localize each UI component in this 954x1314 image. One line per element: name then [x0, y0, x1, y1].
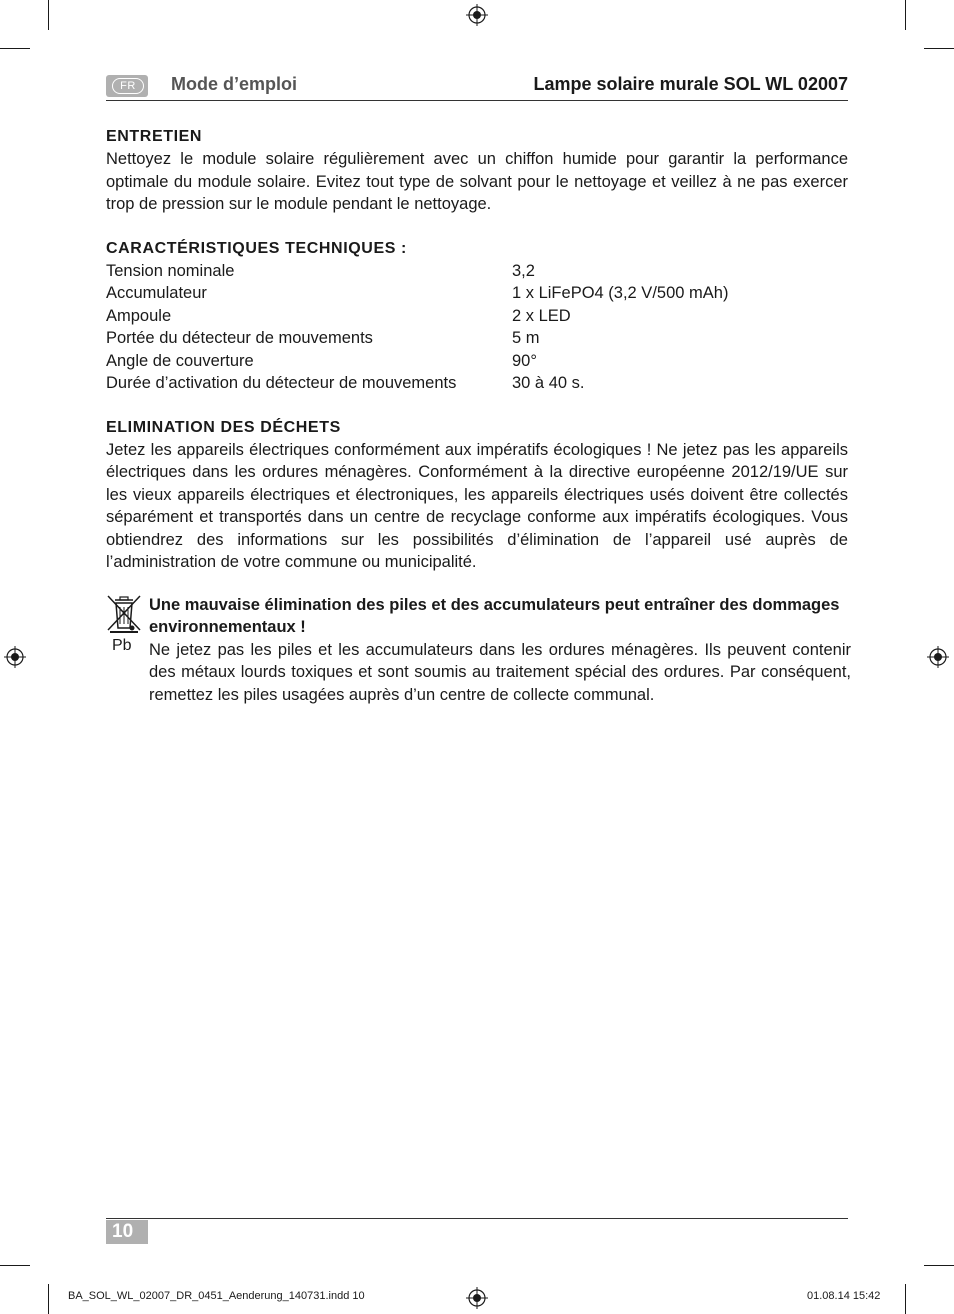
elimination-paragraph: Jetez les appareils électriques conformément aux impératifs écologiques ! Ne jetez pas les appareils électriques dans les ordures ménagères. Conformément à la directive européenne 2012/19/UE sur les vieux appareils électriques et électroniques, les appareils électriques usés doivent être collectés séparément et transportés dans un centre de recyclage conforme aux impératifs écologiques. Vous obtiendrez des informations sur les possibilités d’élimination de l’appareil usé auprès de l’administration de votre commune ou municipalité.: [106, 440, 848, 571]
table-row: [106, 372, 848, 395]
crossed-out-bin-icon: [106, 594, 142, 654]
document-title: Lampe solaire murale SOL WL 02007: [533, 74, 848, 94]
elimination-heading: ELIMINATION DES DÉCHETS: [106, 418, 341, 436]
table-row: [106, 350, 848, 373]
table-row: [106, 305, 848, 328]
battery-disposal-notice: [106, 594, 851, 706]
page-number: 10: [106, 1220, 148, 1244]
registration-mark-icon: [927, 646, 949, 668]
registration-mark-icon: [466, 1287, 488, 1309]
specs-table: [106, 260, 848, 395]
language-code: FR: [112, 78, 144, 94]
crop-mark: [48, 0, 49, 30]
table-row: [106, 282, 848, 305]
specs-heading: CARACTÉRISTIQUES TECHNIQUES :: [106, 239, 407, 257]
entretien-heading: ENTRETIEN: [106, 128, 203, 145]
spec-label: Durée d’activation du détecteur de mouvements: [106, 374, 457, 392]
registration-mark-icon: [466, 4, 488, 26]
section-label: Mode d’emploi: [171, 74, 297, 94]
spec-label: Angle de couverture: [106, 351, 254, 370]
spec-value: 1 x LiFePO4 (3,2 V/500 mAh): [512, 284, 729, 302]
table-row: [106, 327, 848, 350]
registration-mark-icon: [4, 646, 26, 668]
spec-label: Portée du détecteur de mouvements: [106, 329, 373, 347]
spec-label: Ampoule: [106, 306, 172, 325]
crop-mark: [0, 1265, 30, 1266]
crop-mark: [905, 0, 906, 30]
spec-value: 90°: [512, 351, 537, 370]
crop-mark: [905, 1284, 906, 1314]
language-badge: [106, 75, 148, 97]
page-header: [106, 72, 848, 101]
page-content: [106, 126, 851, 706]
crop-mark: [48, 1284, 49, 1314]
pb-label: Pb: [112, 636, 132, 654]
crop-mark: [924, 1265, 954, 1266]
crop-mark: [924, 48, 954, 49]
battery-text-block: [149, 594, 851, 707]
file-slug: BA_SOL_WL_02007_DR_0451_Aenderung_140731.indd 10: [68, 1290, 365, 1302]
spec-label: Tension nominale: [106, 261, 235, 280]
footer-divider: [106, 1218, 848, 1219]
print-date: 01.08.14 15:42: [807, 1290, 881, 1302]
spec-value: 5 m: [512, 329, 540, 347]
crop-mark: [0, 48, 30, 49]
spec-value: 3,2: [512, 261, 535, 280]
spec-value: 2 x LED: [512, 306, 571, 325]
table-row: [106, 260, 848, 283]
battery-paragraph: Ne jetez pas les piles et les accumulateurs dans les ordures ménagères. Ils peuvent contenir des métaux lourds toxiques et sont soumis au traitement spécial des ordures. Par conséquent, remettez les piles usagées auprès d’un centre de collecte communal.: [149, 640, 851, 704]
spec-label: Accumulateur: [106, 284, 207, 302]
spec-value: 30 à 40 s.: [512, 374, 585, 392]
battery-warning: Une mauvaise élimination des piles et des accumulateurs peut entraîner des dommages environnementaux !: [149, 595, 840, 636]
entretien-paragraph: Nettoyez le module solaire régulièrement avec un chiffon humide pour garantir la performance optimale du module solaire. Evitez tout type de solvant pour le nettoyage et veillez à ne pas exercer trop de pression sur le module pendant le nettoyage.: [106, 150, 848, 213]
